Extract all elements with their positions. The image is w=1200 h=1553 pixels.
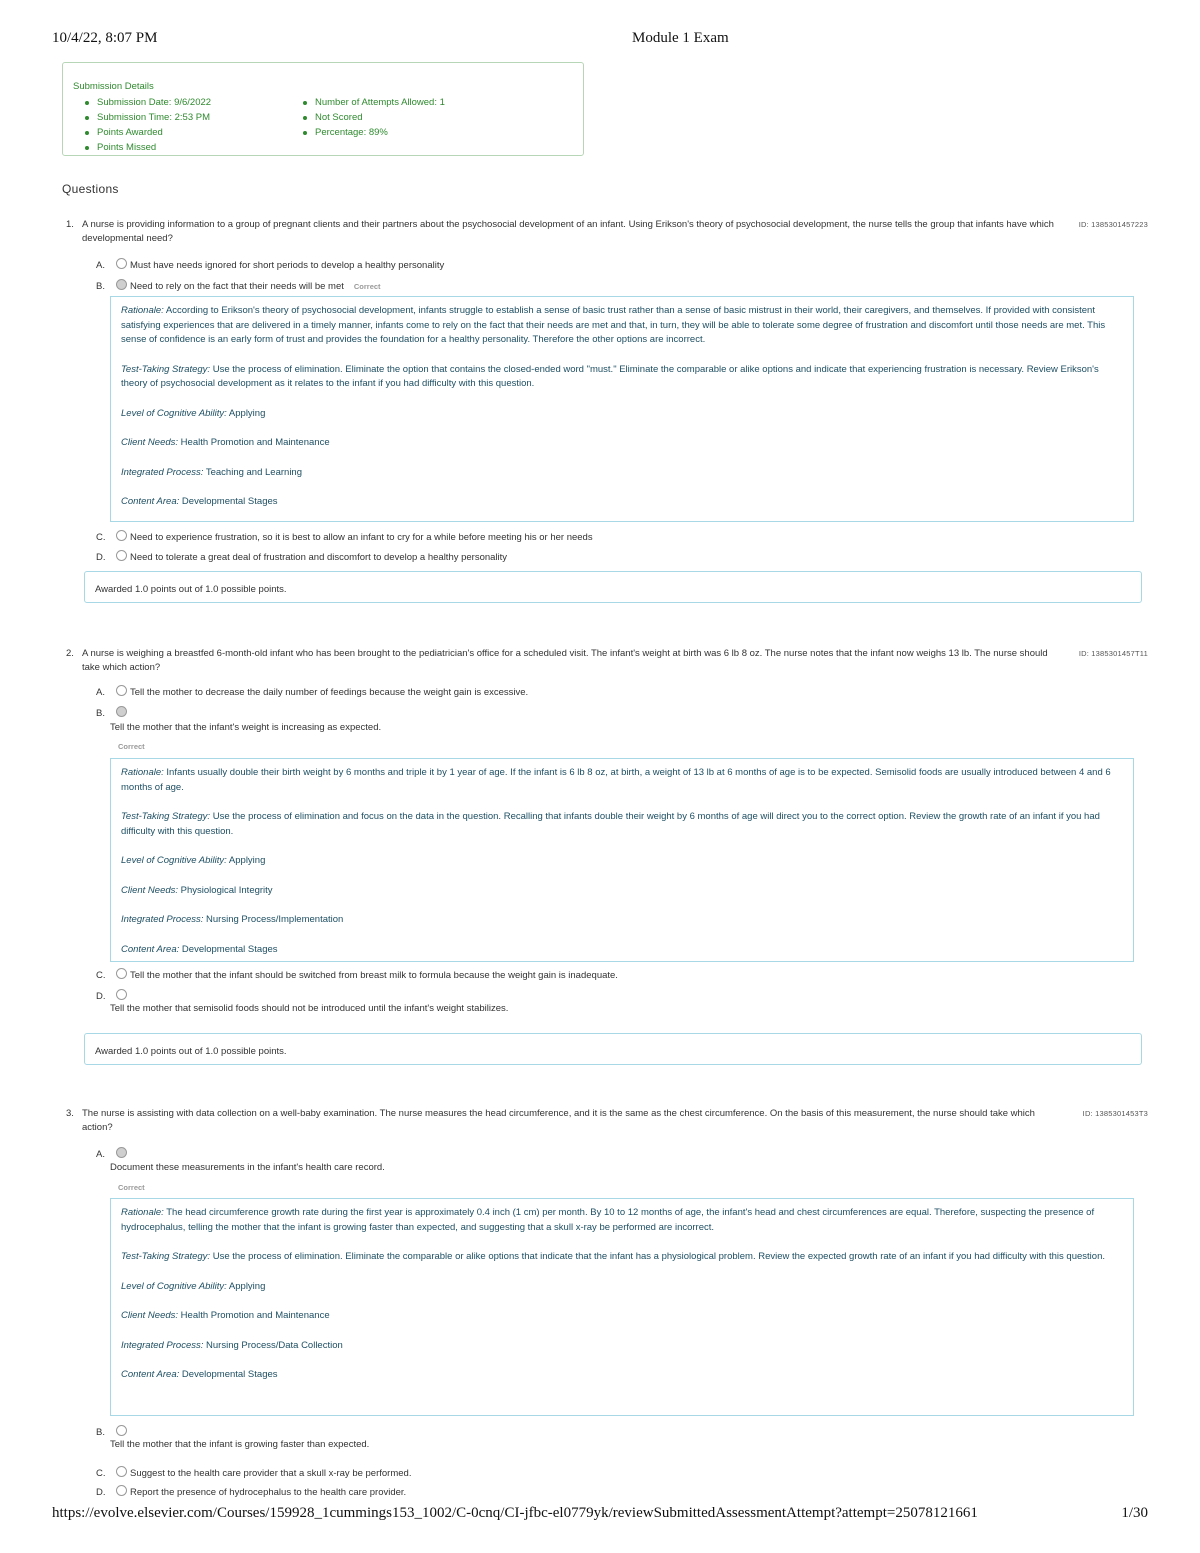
rationale-box	[110, 296, 1134, 522]
option-text: Need to experience frustration, so it is best to allow an infant to cry for a while before meeting his or her needs	[130, 532, 593, 543]
content-area: Content Area: Developmental Stages	[121, 943, 278, 955]
correct-tag: Correct	[353, 282, 381, 291]
question-number: 3.	[66, 1108, 74, 1119]
option-c[interactable]: C. Suggest to the health care provider that a skull x-ray be performed.	[96, 1468, 412, 1479]
correct-tag: Correct	[118, 1183, 145, 1192]
question-number: 2.	[66, 648, 74, 659]
option-a[interactable]: A. Tell the mother to decrease the daily number of feedings because the weight gain is excessive.	[96, 687, 529, 698]
option-d[interactable]: D.	[96, 989, 130, 1002]
radio-icon[interactable]	[116, 530, 127, 541]
radio-icon[interactable]	[116, 1485, 127, 1496]
client-needs: Client Needs: Health Promotion and Maintenance	[121, 437, 330, 448]
option-a-text: Document these measurements in the infant's health care record.	[110, 1162, 385, 1173]
option-c[interactable]: C. Tell the mother that the infant should be switched from breast milk to formula because the weight gain is inadequate.	[96, 970, 618, 981]
option-b[interactable]: B.	[96, 706, 130, 719]
option-b[interactable]: B.	[96, 1425, 130, 1438]
strategy-paragraph: Test-Taking Strategy: Use the process of elimination and focus on the data in the question. Recalling that infants double their weight by 6 months of age will direct you to the correct option. Review the growth rate of an infant if you had difficulty with this question.	[121, 811, 1100, 837]
awarded-box: Awarded 1.0 points out of 1.0 possible points.	[84, 571, 1142, 603]
question-text: The nurse is assisting with data collection on a well-baby examination. The nurse measures the head circumference, and it is the same as the chest circumference. On the basis of this measurement, the nurse should take which action?	[82, 1108, 1035, 1133]
radio-icon[interactable]	[116, 989, 127, 1000]
option-text: Need to tolerate a great deal of frustration and discomfort to develop a healthy personality	[130, 552, 508, 563]
not-scored: Not Scored	[303, 110, 445, 125]
radio-selected-icon[interactable]	[116, 1147, 127, 1158]
option-a[interactable]: A. Must have needs ignored for short periods to develop a healthy personality	[96, 260, 445, 271]
question-id: ID: 1385301453T3	[1082, 1109, 1148, 1118]
strategy-paragraph: Test-Taking Strategy: Use the process of elimination. Eliminate the comparable or alike options that indicate that the infant has a physiological problem. Review the expected growth rate of an infant if you had difficulty with this question.	[121, 1251, 1105, 1262]
radio-selected-icon[interactable]	[116, 706, 127, 717]
submission-date: Submission Date: 9/6/2022	[85, 95, 291, 110]
radio-icon[interactable]	[116, 258, 127, 269]
question-stem	[62, 218, 1148, 246]
cognitive-level: Level of Cognitive Ability: Applying	[121, 1280, 266, 1292]
question-stem	[62, 1107, 1148, 1135]
option-c[interactable]: C. Need to experience frustration, so it is best to allow an infant to cry for a while before meeting his or her needs	[96, 532, 593, 543]
question-1	[62, 218, 1148, 595]
option-text: Tell the mother that the infant should be switched from breast milk to formula because the weight gain is inadequate.	[130, 970, 618, 981]
print-datetime: 10/4/22, 8:07 PM	[52, 30, 158, 46]
option-b-text: Tell the mother that the infant is growing faster than expected.	[110, 1439, 370, 1450]
strategy-paragraph: Test-Taking Strategy: Use the process of elimination. Eliminate the option that contains the closed-ended word "must." Eliminate the comparable or alike options and indicate that experiencing frustration is necessary. Review Erikson's theory of psychosocial development as it relates to the infant if you had difficulty with this question.	[121, 363, 1099, 389]
question-2	[62, 647, 1148, 1057]
rationale-paragraph: Rationale: The head circumference growth rate during the first year is approximately 0.4 inch (1 cm) per month. By 10 to 12 months of age, the infant's head and chest circumferences are equal. Therefore, suspecting the presence of hydrocephalus, telling the mother that the infant is growing faster than expected, and suggesting that a skull x-ray be performed are incorrect.	[121, 1207, 1095, 1233]
attempts-allowed: Number of Attempts Allowed: 1	[303, 95, 445, 110]
question-3	[62, 1107, 1148, 1498]
option-text: Need to rely on the fact that their needs will be met	[130, 281, 344, 292]
submission-title: Submission Details	[73, 81, 154, 92]
radio-icon[interactable]	[116, 1466, 127, 1477]
points-missed: Points Missed	[85, 140, 291, 155]
option-b-text: Tell the mother that the infant's weight is increasing as expected.	[110, 722, 382, 733]
option-d[interactable]: D. Report the presence of hydrocephalus to the health care provider.	[96, 1487, 407, 1498]
radio-selected-icon[interactable]	[116, 279, 127, 290]
questions-heading: Questions	[62, 182, 119, 196]
submission-right-list	[291, 95, 445, 155]
integrated-process: Integrated Process: Teaching and Learning	[121, 466, 302, 478]
option-text: Must have needs ignored for short periods to develop a healthy personality	[130, 260, 445, 271]
option-b[interactable]: B. Need to rely on the fact that their needs will be met Correct	[96, 281, 381, 292]
option-text: Tell the mother to decrease the daily number of feedings because the weight gain is excessive.	[130, 687, 529, 698]
print-title: Module 1 Exam	[632, 30, 729, 46]
integrated-process: Integrated Process: Nursing Process/Data Collection	[121, 1339, 343, 1351]
question-id: ID: 1385301457223	[1078, 220, 1148, 229]
cognitive-level: Level of Cognitive Ability: Applying	[121, 407, 266, 419]
content-area: Content Area: Developmental Stages	[121, 496, 278, 507]
radio-icon[interactable]	[116, 968, 127, 979]
submission-time: Submission Time: 2:53 PM	[85, 110, 291, 125]
page-number: 1/30	[1121, 1505, 1148, 1521]
radio-icon[interactable]	[116, 685, 127, 696]
option-d[interactable]: D. Need to tolerate a great deal of frustration and discomfort to develop a healthy personality	[96, 552, 508, 563]
option-text: Report the presence of hydrocephalus to the health care provider.	[130, 1487, 407, 1498]
option-d-text: Tell the mother that semisolid foods should not be introduced until the infant's weight stabilizes.	[110, 1003, 509, 1014]
rationale-paragraph: Rationale: Infants usually double their birth weight by 6 months and triple it by 1 year of age. If the infant is 6 lb 8 oz, at birth, a weight of 13 lb at 6 months of age is to be expected. Semisolid foods are usually introduced between 4 and 6 months of age.	[121, 767, 1111, 793]
question-text: A nurse is providing information to a group of pregnant clients and their partners about the psychosocial development of an infant. Using Erikson's theory of psychosocial development, the nurse tells the group that infants have which developmental need?	[82, 219, 1054, 244]
submission-left-list	[73, 95, 291, 155]
points-awarded: Points Awarded	[85, 125, 291, 140]
integrated-process: Integrated Process: Nursing Process/Implementation	[121, 914, 344, 925]
option-a[interactable]: A.	[96, 1147, 130, 1160]
question-text: A nurse is weighing a breastfed 6-month-old infant who has been brought to the pediatrician's office for a scheduled visit. The infant's weight at birth was 6 lb 8 oz. The nurse notes that the infant now weighs 13 lb. The nurse should take which action?	[82, 648, 1048, 673]
correct-tag: Correct	[118, 742, 145, 751]
radio-icon[interactable]	[116, 550, 127, 561]
option-text: Suggest to the health care provider that a skull x-ray be performed.	[130, 1468, 412, 1479]
awarded-box: Awarded 1.0 points out of 1.0 possible points.	[84, 1033, 1142, 1065]
content-area: Content Area: Developmental Stages	[121, 1369, 278, 1380]
question-number: 1.	[66, 219, 74, 230]
cognitive-level: Level of Cognitive Ability: Applying	[121, 855, 266, 866]
question-id: ID: 1385301457T11	[1078, 649, 1148, 658]
percentage: Percentage: 89%	[303, 125, 445, 140]
rationale-box	[110, 758, 1134, 962]
client-needs: Client Needs: Health Promotion and Maintenance	[121, 1310, 330, 1321]
radio-icon[interactable]	[116, 1425, 127, 1436]
rationale-box	[110, 1198, 1134, 1416]
print-url[interactable]: https://evolve.elsevier.com/Courses/159928_1cummings153_1002/C-0cnq/CI-jfbc-el0779yk/reviewSubmittedAssessmentAttempt?attempt=25078121661	[52, 1505, 978, 1521]
question-stem	[62, 647, 1148, 675]
client-needs: Client Needs: Physiological Integrity	[121, 884, 273, 896]
rationale-paragraph: Rationale: According to Erikson's theory of psychosocial development, infants struggle to establish a sense of basic trust rather than a sense of basic mistrust in their world, their caregivers, and themselves. If provided with consistent satisfying experiences that are delivered in a timely manner, infants come to rely on the fact that their needs are met and that, in turn, they will be able to tolerate some degree of frustration and discomfort until those needs are met. This sense of confidence is an early form of trust and provides the foundation for a healthy personality. Therefore the other options are incorrect.	[121, 305, 1106, 345]
submission-details	[62, 62, 584, 156]
